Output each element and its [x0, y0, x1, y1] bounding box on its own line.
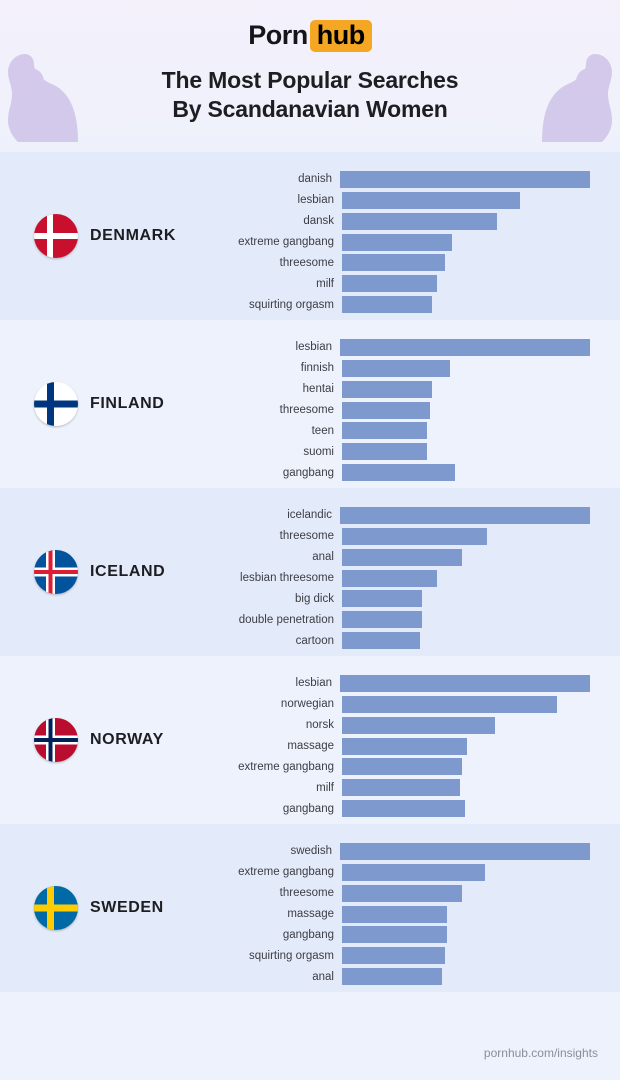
chart-row-label: gangbang: [282, 466, 334, 479]
chart-bar-track: [340, 843, 590, 860]
chart-bar: [342, 528, 487, 545]
header: [0, 0, 620, 152]
chart-bar: [340, 171, 590, 188]
chart-row: [186, 737, 590, 756]
chart-row-label: icelandic: [287, 509, 332, 522]
pornhub-logo: [0, 20, 620, 52]
chart-row: [186, 463, 590, 482]
chart-row-label: dansk: [303, 215, 334, 228]
chart-row: [186, 212, 590, 231]
chart-row-label: norwegian: [280, 698, 334, 711]
page-title-line-1: The Most Popular Searches: [161, 67, 459, 93]
chart-bar-track: [342, 443, 590, 460]
chart-bar-track: [342, 192, 590, 209]
chart-bar-track: [342, 422, 590, 439]
search-term-bar-chart: [186, 842, 590, 983]
chart-row: [186, 401, 590, 420]
chart-bar-track: [342, 464, 590, 481]
chart-row-label: anal: [312, 970, 334, 983]
chart-row: [186, 610, 590, 629]
search-term-bar-chart: [186, 674, 590, 815]
chart-bar: [342, 738, 467, 755]
chart-row: [186, 842, 590, 861]
chart-bar: [342, 402, 430, 419]
chart-bar: [342, 464, 455, 481]
chart-bar: [342, 696, 557, 713]
chart-bar-track: [342, 738, 590, 755]
chart-bar-track: [342, 254, 590, 271]
chart-row: [186, 338, 590, 357]
chart-row-label: squirting orgasm: [248, 949, 334, 962]
chart-row-label: lesbian: [295, 677, 332, 690]
chart-bar-track: [342, 590, 590, 607]
chart-bar: [342, 906, 447, 923]
chart-row: [186, 946, 590, 965]
country-name: NORWAY: [90, 731, 164, 748]
chart-row-label: hentai: [302, 383, 334, 396]
chart-row: [186, 799, 590, 818]
chart-row-label: threesome: [279, 256, 334, 269]
chart-row-label: danish: [298, 173, 332, 186]
chart-bar-track: [342, 758, 590, 775]
country-name: DENMARK: [90, 227, 176, 244]
chart-bar-track: [342, 611, 590, 628]
chart-row-label: gangbang: [282, 928, 334, 941]
chart-bar: [342, 632, 420, 649]
footer: [0, 1036, 620, 1080]
chart-row: [186, 631, 590, 650]
country-section: [0, 320, 620, 488]
chart-bar: [342, 234, 452, 251]
chart-bar: [342, 800, 465, 817]
search-term-bar-chart: [186, 506, 590, 647]
chart-bar-track: [342, 864, 590, 881]
chart-row: [186, 254, 590, 273]
chart-bar: [342, 885, 462, 902]
chart-row-label: extreme gangbang: [238, 236, 334, 249]
chart-bar: [342, 275, 437, 292]
chart-bar-track: [340, 171, 590, 188]
chart-row-label: squirting orgasm: [248, 298, 334, 311]
chart-row: [186, 422, 590, 441]
chart-bar: [342, 381, 432, 398]
country-name: FINLAND: [90, 395, 165, 412]
chart-row-label: threesome: [279, 404, 334, 417]
search-term-bar-chart: [186, 170, 590, 311]
chart-row: [186, 695, 590, 714]
chart-row: [186, 716, 590, 735]
chart-row-label: massage: [287, 908, 334, 921]
chart-row-label: threesome: [279, 887, 334, 900]
chart-row: [186, 590, 590, 609]
chart-row: [186, 569, 590, 588]
chart-bar-track: [342, 968, 590, 985]
chart-row-label: extreme gangbang: [238, 866, 334, 879]
chart-bar-track: [342, 381, 590, 398]
chart-row-label: lesbian threesome: [240, 572, 334, 585]
chart-bar-track: [342, 549, 590, 566]
chart-row: [186, 527, 590, 546]
chart-row-label: big dick: [295, 592, 334, 605]
chart-bar: [342, 611, 422, 628]
chart-row: [186, 863, 590, 882]
chart-row: [186, 295, 590, 314]
chart-bar-track: [342, 926, 590, 943]
chart-row-label: lesbian: [297, 194, 334, 207]
chart-row: [186, 778, 590, 797]
country-name: ICELAND: [90, 563, 166, 580]
chart-row: [186, 506, 590, 525]
chart-row-label: double penetration: [238, 613, 334, 626]
chart-bar-track: [342, 275, 590, 292]
chart-row-label: lesbian: [295, 341, 332, 354]
norway-flag-icon: [34, 718, 78, 762]
chart-bar: [342, 968, 442, 985]
chart-bar-track: [342, 360, 590, 377]
chart-bar-track: [342, 947, 590, 964]
chart-row: [186, 548, 590, 567]
chart-bar: [342, 926, 447, 943]
chart-bar-track: [340, 507, 590, 524]
country-name: SWEDEN: [90, 899, 164, 916]
chart-row-label: swedish: [290, 845, 332, 858]
chart-row-label: cartoon: [295, 634, 334, 647]
chart-bar-track: [340, 675, 590, 692]
chart-bar-track: [342, 296, 590, 313]
chart-bar: [342, 947, 445, 964]
chart-bar-track: [342, 696, 590, 713]
chart-bar: [342, 213, 497, 230]
chart-row-label: anal: [312, 551, 334, 564]
chart-bar-track: [342, 234, 590, 251]
chart-bar: [342, 758, 462, 775]
chart-row: [186, 967, 590, 986]
chart-bar-track: [342, 779, 590, 796]
country-section: [0, 824, 620, 992]
sweden-flag-icon: [34, 886, 78, 930]
chart-row: [186, 380, 590, 399]
chart-bar: [340, 339, 590, 356]
chart-row-label: massage: [287, 740, 334, 753]
chart-bar-track: [342, 213, 590, 230]
chart-bar-track: [342, 402, 590, 419]
footer-credit: pornhub.com/insights: [483, 1046, 598, 1060]
chart-row: [186, 233, 590, 252]
chart-bar-track: [342, 717, 590, 734]
chart-row: [186, 758, 590, 777]
chart-bar-track: [342, 632, 590, 649]
chart-row: [186, 442, 590, 461]
search-term-bar-chart: [186, 338, 590, 479]
chart-bar-track: [342, 570, 590, 587]
chart-row-label: extreme gangbang: [238, 760, 334, 773]
chart-bar: [342, 360, 450, 377]
country-section: [0, 152, 620, 320]
logo-porn-text: Porn: [248, 20, 308, 50]
logo-hub-text: hub: [310, 20, 372, 52]
chart-bar: [342, 779, 460, 796]
chart-row: [186, 926, 590, 945]
chart-bar: [342, 864, 485, 881]
chart-bar: [342, 254, 445, 271]
finland-flag-icon: [34, 382, 78, 426]
chart-bar-track: [342, 528, 590, 545]
chart-bar-track: [342, 906, 590, 923]
chart-row-label: teen: [311, 424, 334, 437]
chart-bar: [340, 843, 590, 860]
chart-row: [186, 359, 590, 378]
chart-row: [186, 191, 590, 210]
chart-row: [186, 274, 590, 293]
chart-row: [186, 674, 590, 693]
country-section: [0, 488, 620, 656]
chart-bar: [342, 296, 432, 313]
chart-row: [186, 170, 590, 189]
chart-bar: [340, 507, 590, 524]
chart-bar: [340, 675, 590, 692]
denmark-flag-icon: [34, 214, 78, 258]
chart-bar: [342, 443, 427, 460]
page-title: [0, 66, 620, 124]
chart-bar: [342, 422, 427, 439]
country-sections: [0, 152, 620, 992]
chart-row-label: finnish: [300, 362, 334, 375]
chart-row-label: milf: [316, 781, 334, 794]
chart-row-label: gangbang: [282, 802, 334, 815]
chart-bar: [342, 549, 462, 566]
chart-bar-track: [342, 800, 590, 817]
page-title-line-2: By Scandanavian Women: [172, 96, 448, 122]
chart-row-label: milf: [316, 277, 334, 290]
chart-row: [186, 884, 590, 903]
chart-bar: [342, 570, 437, 587]
chart-bar: [342, 590, 422, 607]
chart-bar: [342, 717, 495, 734]
chart-row-label: threesome: [279, 530, 334, 543]
chart-bar-track: [340, 339, 590, 356]
chart-row-label: norsk: [305, 719, 334, 732]
chart-row: [186, 905, 590, 924]
chart-bar-track: [342, 885, 590, 902]
country-section: [0, 656, 620, 824]
iceland-flag-icon: [34, 550, 78, 594]
chart-bar: [342, 192, 520, 209]
chart-row-label: suomi: [303, 445, 334, 458]
